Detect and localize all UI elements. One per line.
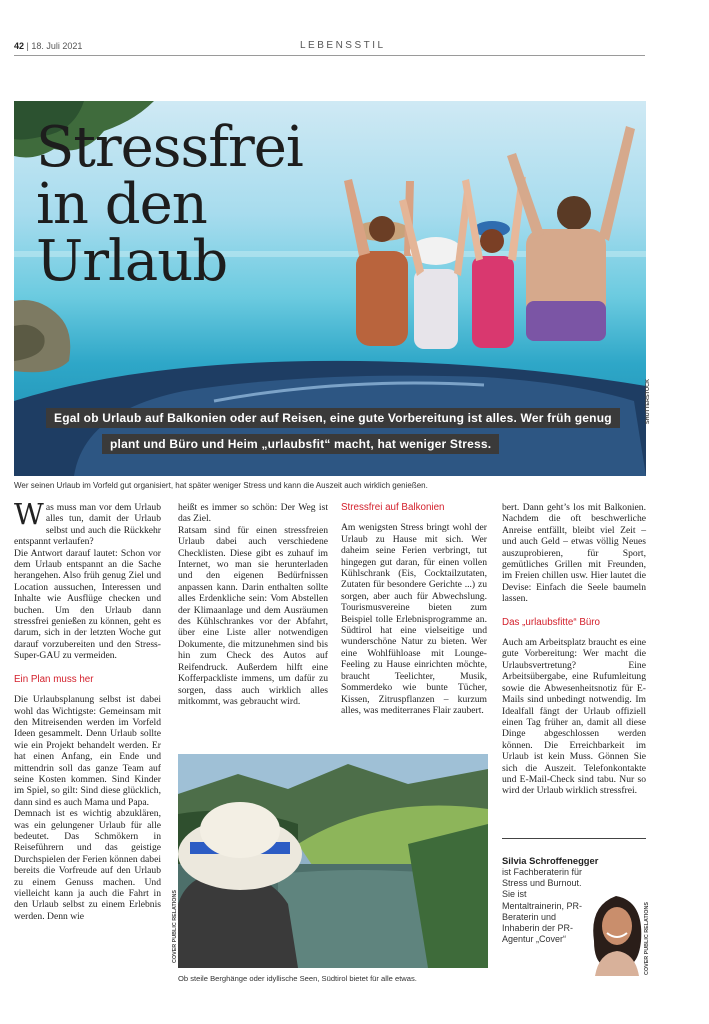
- author-photo-credit: COVER PUBLIC RELATIONS: [644, 902, 650, 975]
- paragraph: Ratsam sind für einen stressfreien Urlaub dabei auch verschiedene Checklisten. Diese gibt es zuhauf im Internet, wo man sie herunterladen und den eigenen Bedürfnissen anpassen kann. Darin enthalten sollte alles Erdenkliche sein: Vom Abstellen der Klimaanlage und dem Ausräumen des Kühlschrankes vor der Abfahrt, über eine Liste aller notwendigen Dokumente, die mitzunehmen sind bis hin zum Check des Autos auf Reifendruck. Außerdem hilft eine Kofferpackliste immens, um dafür zu sorgen, dass auch wirklich alles mitkommt, was gebraucht wird.: [178, 524, 328, 707]
- author-portrait: [589, 881, 644, 976]
- article-headline: Stressfrei in den Urlaub: [36, 115, 303, 294]
- author-name: Silvia Schroffenegger: [502, 855, 599, 866]
- lake-photo-credit: COVER PUBLIC RELATIONS: [172, 890, 178, 963]
- lake-photo: [178, 754, 488, 968]
- intro-paragraph: [14, 497, 161, 548]
- hero-photo-caption: Wer seinen Urlaub im Vorfeld gut organisiert, hat später weniger Stress und kann die Auszeit auch wirklich genießen.: [14, 481, 428, 490]
- section-name: LEBENSSTIL: [300, 40, 386, 51]
- article-column-4: [502, 502, 646, 797]
- subheading-buero: Das „urlaubsfitte“ Büro: [502, 616, 601, 628]
- article-column-3: [341, 502, 487, 716]
- drop-cap: W: [14, 497, 44, 531]
- issue-date: 18. Juli 2021: [31, 41, 83, 51]
- page-header-info: 42 | 18. Juli 2021: [14, 41, 83, 51]
- paragraph: Die Urlaubsplanung selbst ist dabei wohl das Wichtigste: Gemeinsam mit den Mitreisenden werden im Vorfeld Ideen gesammelt. Denn Urlaub sollte wie ein Projekt behandelt werden. Er hat einen Anfang, ein Ende und mittendrin soll das ganze Team auf seine Kosten kommen. Sind Kinder im Spiel, so gilt: Sind diese glücklich, dann sind es auch Mama und Papa.: [14, 694, 161, 808]
- paragraph: Auch am Arbeitsplatz braucht es eine gute Vorbereitung: Wer macht die Urlaubsvertretung? Eine Arbeitsübergabe, eine Rufumleitung sowie die Abwesenheitsnotiz für E-Mails sind unbedingt notwendig. Im Idealfall fängt der Urlaub offiziell einen Tag früher an, damit all diese Dinge abgeschlossen werden können. Die Erreichbarkeit im Urlaub ist kein Muss. Gönnen Sie sich die Auszeit. Telefonkontakte und E-Mail-Check sind tabu. Nur so wird der Urlaub wirklich stressfrei.: [502, 637, 646, 797]
- hero-teaser: [46, 408, 626, 458]
- teaser-line-1: Egal ob Urlaub auf Balkonien oder auf Reisen, eine gute Vorbereitung ist alles. Wer früh genug: [46, 408, 620, 428]
- lake-illustration: [178, 754, 488, 968]
- lake-photo-caption: Ob steile Berghänge oder idyllische Seen, Südtirol bietet für alle etwas.: [178, 974, 417, 983]
- paragraph: Die Antwort darauf lautet: Schon vor dem Urlaub entspannt an die Sache herangehen. Also früh genug Ziel und Location aussuchen, Interessen und Inhalte wie Ausflüge checken und buchen. Um den Urlaub dann stressfrei genießen zu können, geht es darum, sich in der letzten Woche gut darauf vorzubereiten und den Stress-Super-GAU zu vermeiden.: [14, 547, 161, 662]
- paragraph: heißt es immer so schön: Der Weg ist das Ziel.: [178, 502, 328, 525]
- author-rule: [502, 838, 646, 839]
- paragraph: Demnach ist es wichtig abzuklären, was ein gelungener Urlaub für alle bedeutet. Das Schmökern in Reiseführern und das geistige Durchspielen der Ferien können dabei bereits die Vorfreude auf den Urlaub zu einem Genuss machen. Und vielleicht kann ja auch die Fahrt in den Urlaub selbst zu einem Erlebnis werden. Denn wie: [14, 808, 161, 922]
- paragraph: bert. Dann geht’s los mit Balkonien. Nachdem die oft beschwerliche Anreise entfällt, bleibt viel Zeit – und auch Geld – etwas völlig Neues auszuprobieren, für Sport, gemütliches Grillen mit Freunden, im Freien chillen usw. Hier lautet die Devise: Einfach die Seele baumeln lassen.: [502, 502, 646, 605]
- author-portrait-illustration: [589, 881, 644, 976]
- article-column-1: [14, 497, 161, 922]
- intro-text: as muss man vor dem Urlaub alles tun, damit der Urlaub selbst und auch die Rückkehr entspannt verlaufen?: [14, 502, 161, 548]
- teaser-line-2: plant und Büro und Heim „urlaubsfit“ macht, hat weniger Stress.: [102, 434, 499, 454]
- author-bio: ist Fachberaterin für Stress und Burnout. Sie ist Mentaltrainerin, PR-Beraterin und Inhaberin der PR-Agentur „Cover“: [502, 867, 583, 945]
- page-number: 42: [14, 41, 25, 51]
- hero-photo-credit: SHUTTERSTOCK: [645, 378, 651, 424]
- article-column-2: [178, 502, 328, 707]
- paragraph: Am wenigsten Stress bringt wohl der Urlaub zu Hause mit sich. Wer daheim seine Ferien verbringt, tut hingegen gut daran, für einen vollen Kühlschrank (Eis, Cocktailzutaten, Zutaten für besondere Gerichte ...) zu sorgen, aber auch für Abwechslung. Tourismusvereine bieten zum Beispiel tolle Erlebnisprogramme an. Südtirol hat eine vielseitige und wunderschöne Natur zu bieten. Wer eine Wohlfühloase mit Lounge-Feeling zu Hause einrichten möchte, braucht Teelichter, Musik, Sommerdeko wie bunte Tücher, Kissen, Zitruspflanzen – kurzum alles, was mediterranes Flair zaubert.: [341, 522, 487, 716]
- subheading-plan: Ein Plan muss her: [14, 673, 94, 685]
- subheading-balkonien: Stressfrei auf Balkonien: [341, 502, 445, 513]
- hero-photo: [14, 101, 646, 476]
- header-rule: [14, 55, 645, 56]
